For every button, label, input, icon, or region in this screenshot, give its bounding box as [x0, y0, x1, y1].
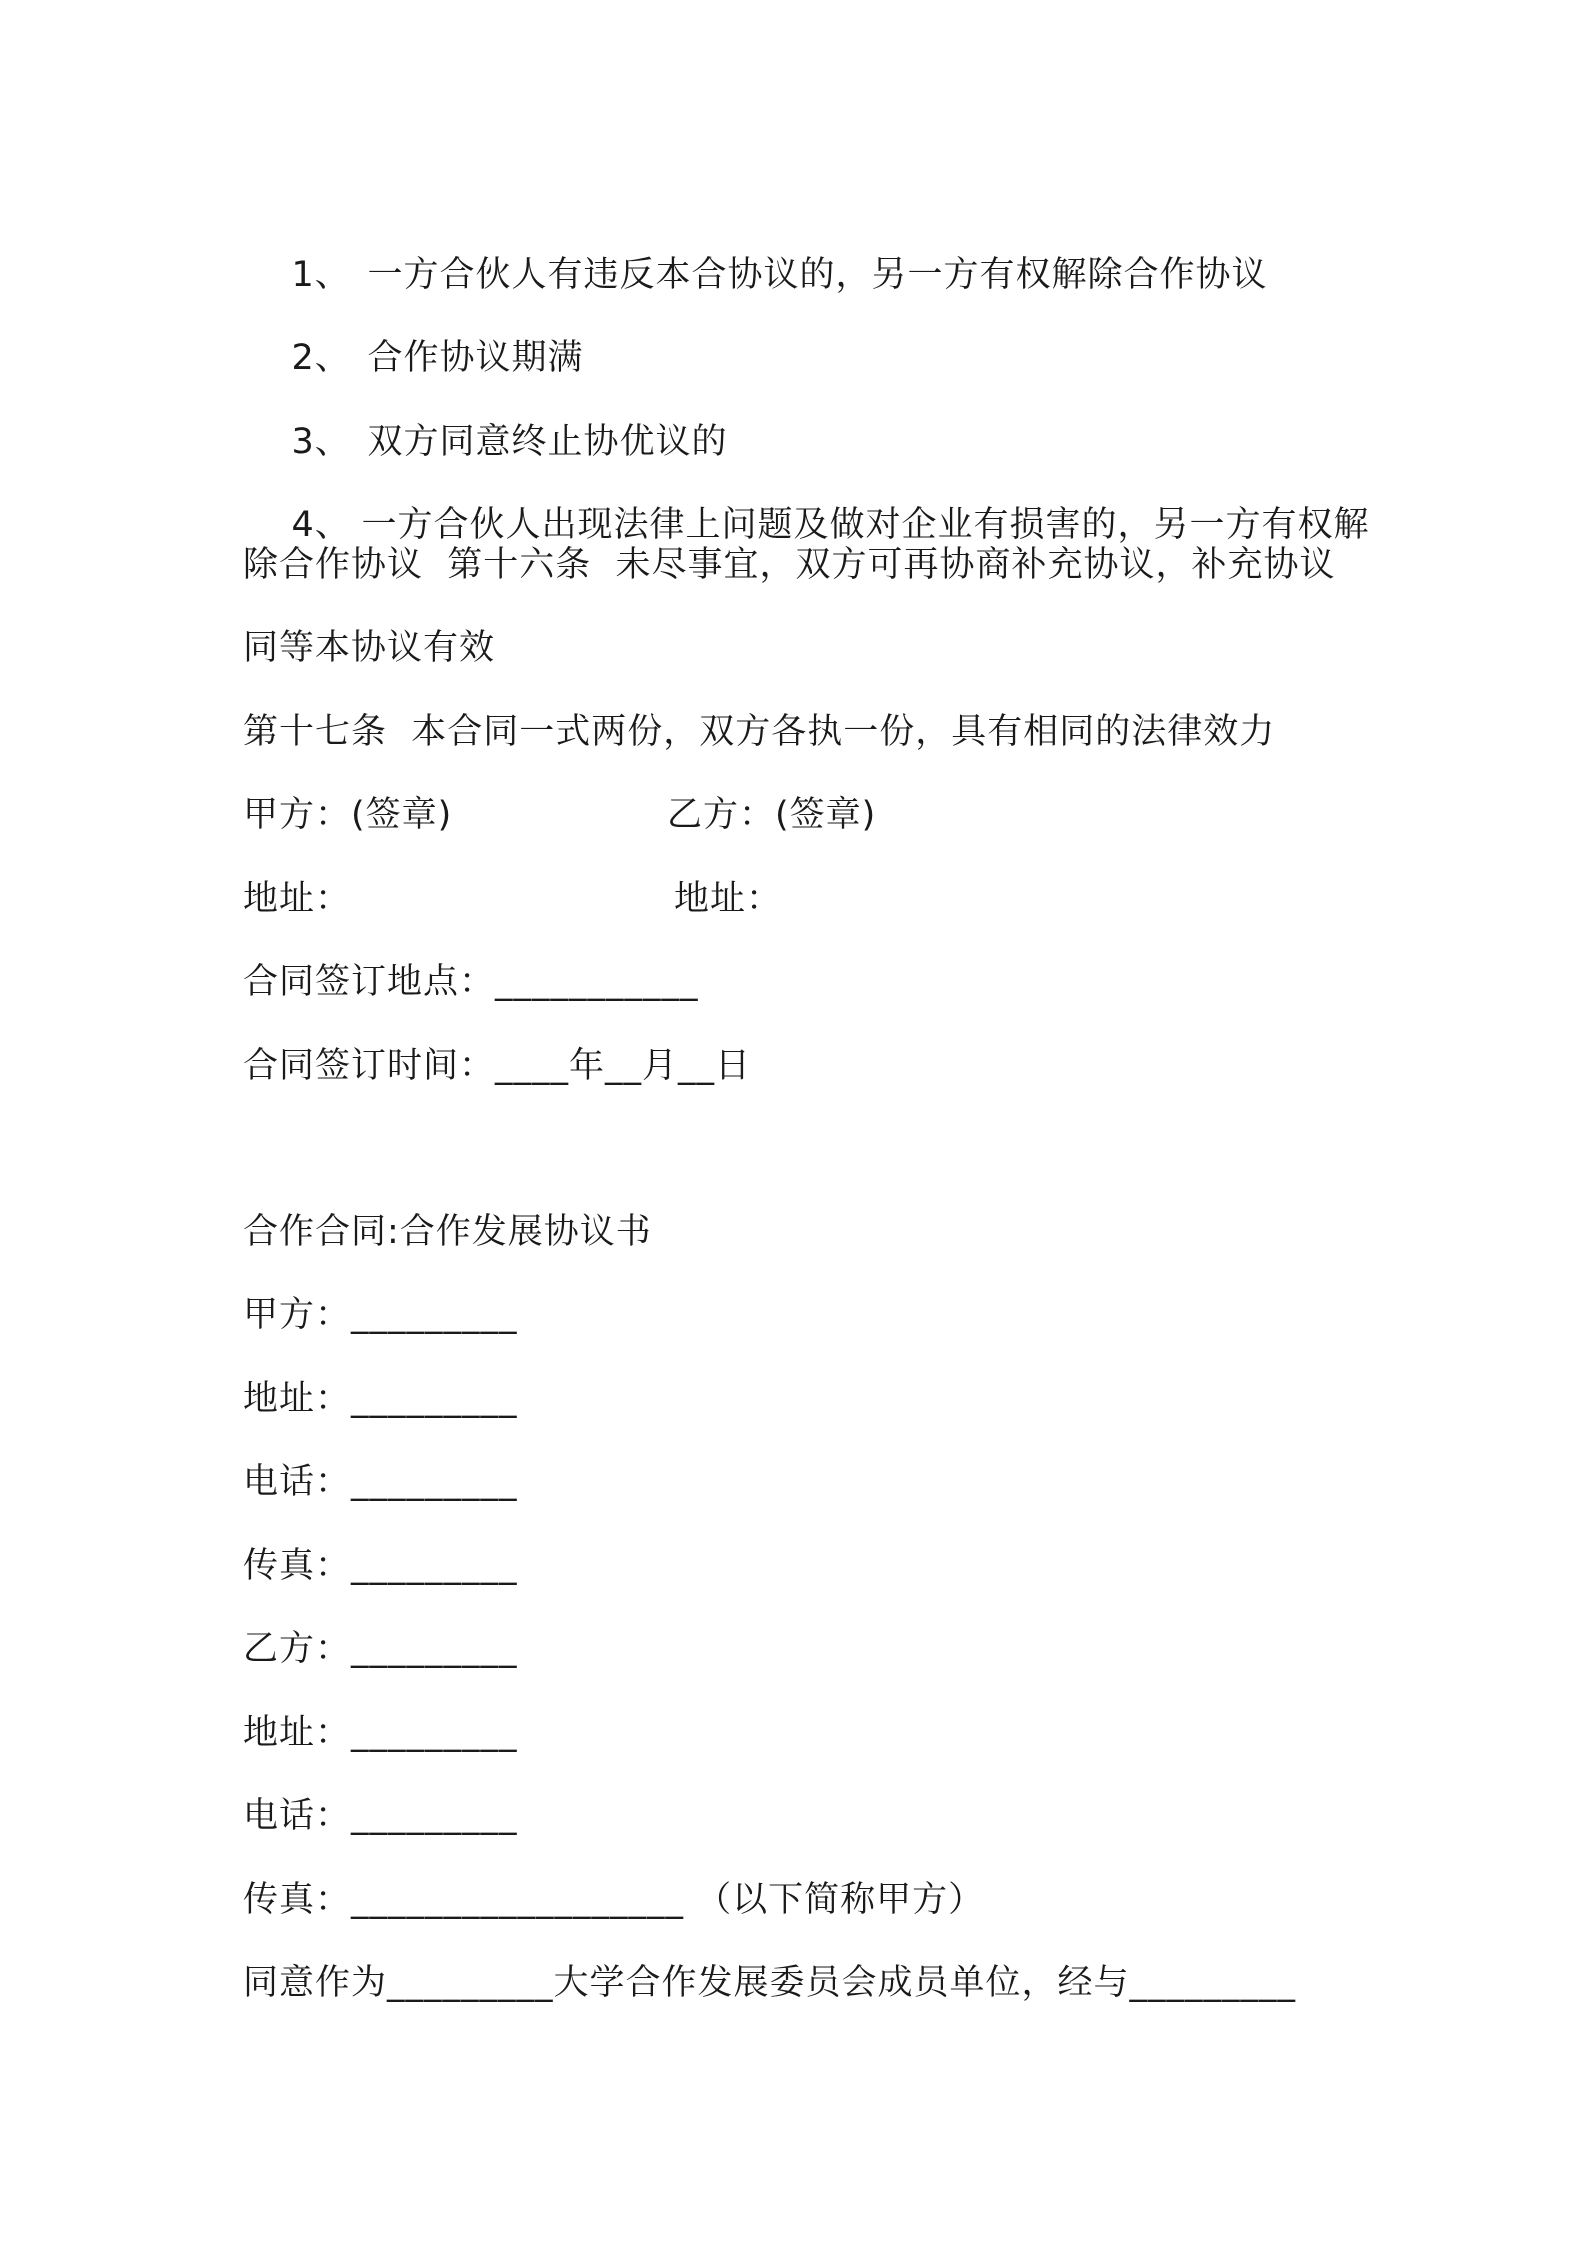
- item-number: 4、: [291, 505, 351, 545]
- second-contract-title: 合作合同:合作发展协议书: [243, 1212, 652, 1252]
- party-a-signature: 甲方：(签章): [243, 795, 453, 835]
- field-fax-b: 传真：__________________ （以下简称甲方）: [243, 1880, 985, 1920]
- field-party-b: 乙方：_________: [243, 1629, 518, 1669]
- article-17: 第十七条 本合同一式两份，双方各执一份，具有相同的法律效力: [243, 712, 1276, 752]
- field-phone-b: 电话：_________: [243, 1796, 518, 1836]
- item-text: 一方合伙人出现法律上问题及做对企业有损害的，另一方有权解: [361, 505, 1370, 545]
- item-text: 合作协议期满: [367, 338, 584, 378]
- item-number: 1、: [291, 255, 351, 295]
- field-address-b: 地址：_________: [243, 1713, 518, 1753]
- field-address-a: 地址：_________: [243, 1379, 518, 1419]
- item-number: 3、: [291, 422, 351, 462]
- party-b-address: 地址：: [674, 879, 783, 919]
- field-party-a: 甲方：_________: [243, 1295, 518, 1335]
- termination-item-4-continuation: 除合作协议 第十六条 未尽事宜，双方可再协商补充协议，补充协议: [243, 545, 1336, 585]
- field-fax-a: 传真：_________: [243, 1546, 518, 1586]
- signing-place: 合同签订地点：___________: [243, 962, 699, 1002]
- field-phone-a: 电话：_________: [243, 1462, 518, 1502]
- item-text: 一方合伙人有违反本合协议的，另一方有权解除合作协议: [367, 255, 1268, 295]
- signing-time: 合同签订时间：____年__月__日: [243, 1046, 752, 1086]
- party-b-signature: 乙方：(签章): [667, 795, 877, 835]
- party-a-address: 地址：: [243, 879, 352, 919]
- termination-item-4-continuation-2: 同等本协议有效: [243, 628, 496, 668]
- item-text: 双方同意终止协优议的: [367, 422, 728, 462]
- item-number: 2、: [291, 338, 351, 378]
- agreement-intro-line: 同意作为_________大学合作发展委员会成员单位，经与_________: [243, 1963, 1297, 2003]
